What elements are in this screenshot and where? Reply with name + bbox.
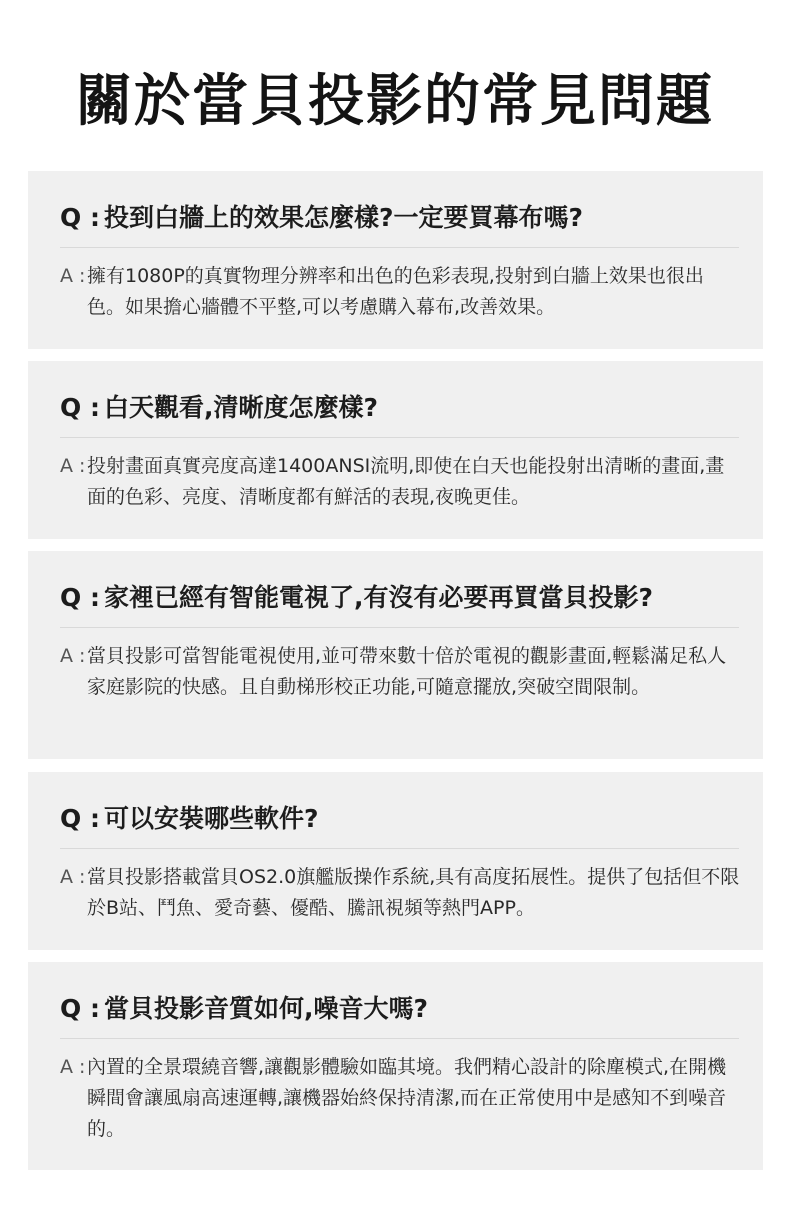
- answer-text: 擁有1080P的真實物理分辨率和出色的色彩表現,投射到白牆上效果也很出色。如果擔心牆體不平整,可以考慮購入幕布,改善效果。: [87, 265, 704, 318]
- question-marker: Q :: [60, 393, 100, 422]
- question-text: 可以安裝哪些軟件?: [103, 804, 319, 833]
- answer-marker: A :: [60, 265, 86, 287]
- faq-question: [60, 583, 743, 613]
- faq-divider: [60, 437, 739, 438]
- faq-answer: [60, 451, 741, 513]
- faq-divider: [60, 1038, 739, 1039]
- question-marker: Q :: [60, 203, 100, 232]
- faq-question: [60, 804, 743, 834]
- answer-text: 當貝投影搭載當貝OS2.0旗艦版操作系統,具有高度拓展性。提供了包括但不限於B站、鬥魚、愛奇藝、優酷、騰訊視頻等熱門APP。: [87, 866, 740, 919]
- question-marker: Q :: [60, 583, 100, 612]
- faq-item: [28, 772, 763, 950]
- faq-item: [28, 361, 763, 539]
- question-text: 當貝投影音質如何,噪音大嗎?: [103, 994, 428, 1023]
- faq-divider: [60, 848, 739, 849]
- answer-marker: A :: [60, 1056, 86, 1078]
- faq-item: [28, 962, 763, 1170]
- page-title: 關於當貝投影的常見問題: [76, 69, 714, 134]
- answer-text: 投射畫面真實亮度高達1400ANSI流明,即使在白天也能投射出清晰的畫面,畫面的色彩、亮度、清晰度都有鮮活的表現,夜晚更佳。: [87, 455, 725, 508]
- faq-answer: [60, 862, 741, 924]
- faq-answer: [60, 261, 741, 323]
- faq-answer: [60, 1052, 741, 1145]
- question-text: 投到白牆上的效果怎麼樣?一定要買幕布嗎?: [103, 203, 583, 232]
- faq-item: [28, 171, 763, 349]
- faq-divider: [60, 627, 739, 628]
- question-marker: Q :: [60, 804, 100, 833]
- answer-marker: A :: [60, 645, 86, 667]
- question-text: 家裡已經有智能電視了,有沒有必要再買當貝投影?: [103, 583, 653, 612]
- faq-question: [60, 994, 743, 1024]
- faq-question: [60, 393, 743, 423]
- faq-answer: [60, 641, 741, 703]
- answer-text: 當貝投影可當智能電視使用,並可帶來數十倍於電視的觀影畫面,輕鬆滿足私人家庭影院的快感。且自動梯形校正功能,可隨意擺放,突破空間限制。: [87, 645, 727, 698]
- question-text: 白天觀看,清晰度怎麼樣?: [103, 393, 378, 422]
- faq-divider: [60, 247, 739, 248]
- faq-question: [60, 203, 743, 233]
- answer-marker: A :: [60, 455, 86, 477]
- question-marker: Q :: [60, 994, 100, 1023]
- faq-item: [28, 551, 763, 759]
- answer-marker: A :: [60, 866, 86, 888]
- answer-text: 內置的全景環繞音響,讓觀影體驗如臨其境。我們精心設計的除塵模式,在開機瞬間會讓風扇高速運轉,讓機器始終保持清潔,而在正常使用中是感知不到噪音的。: [87, 1056, 727, 1140]
